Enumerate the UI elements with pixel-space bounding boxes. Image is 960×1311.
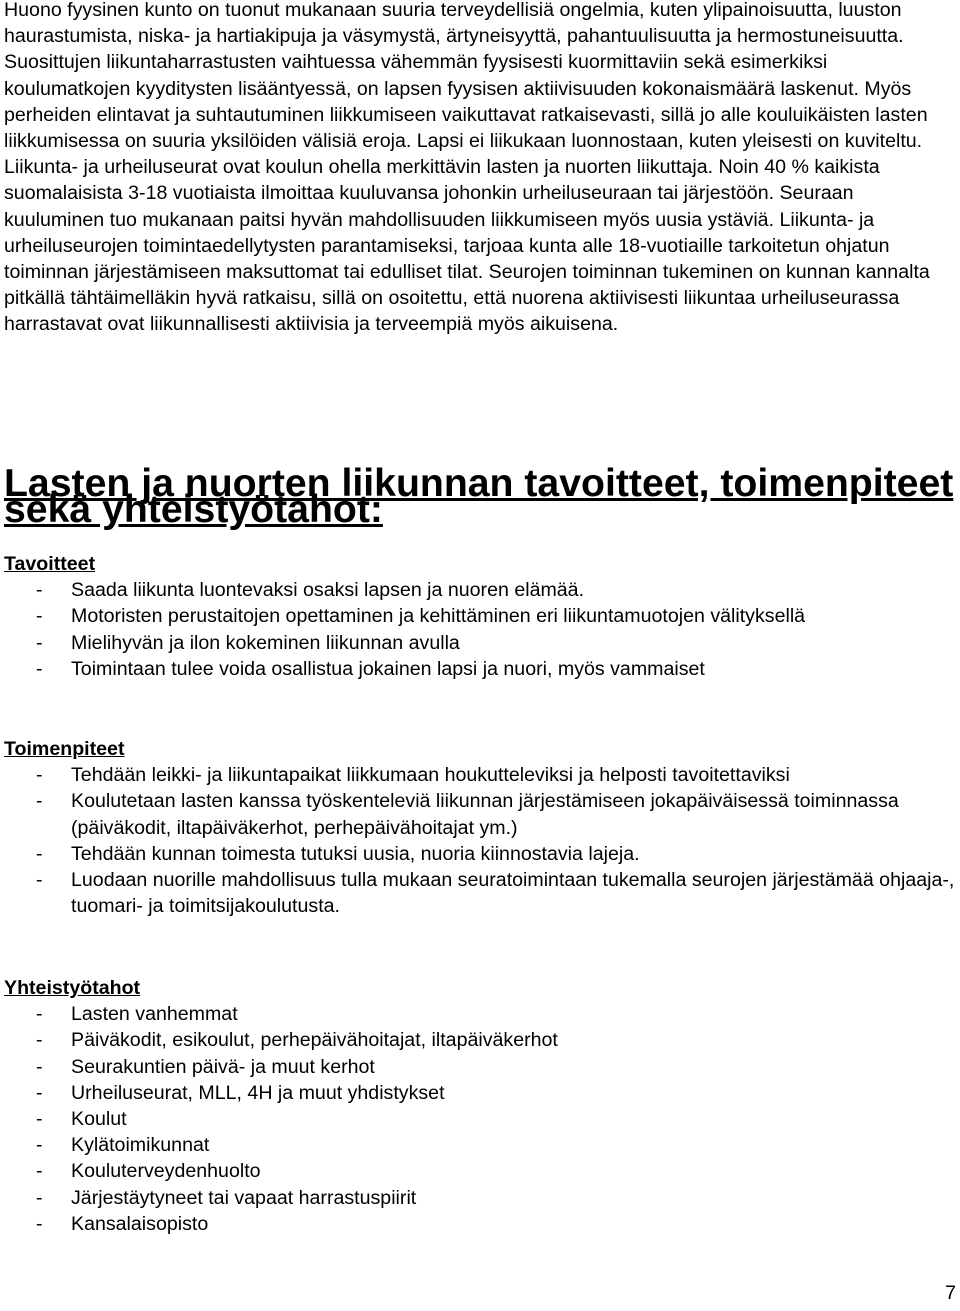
dash-bullet: - <box>36 764 43 787</box>
dash-bullet: - <box>36 1160 43 1183</box>
dash-bullet: - <box>36 869 43 892</box>
list-item-text: Kouluterveydenhuolto <box>71 1160 261 1183</box>
yhteistyotahot-list <box>4 1001 558 1237</box>
list-item-text: Tehdään kunnan toimesta tutuksi uusia, nuoria kiinnostavia lajeja. <box>71 842 640 865</box>
list-item-text: Tehdään leikki- ja liikuntapaikat liikkumaan houkutteleviksi ja helposti tavoitettaviksi <box>71 764 790 787</box>
list-item <box>4 1211 558 1237</box>
list-item <box>4 841 959 867</box>
list-item <box>4 656 805 682</box>
section-tavoitteet <box>4 551 805 682</box>
section-title-toimenpiteet: Toimenpiteet <box>4 738 125 760</box>
list-item <box>4 1080 558 1106</box>
list-item <box>4 1054 558 1080</box>
main-heading: Lasten ja nuorten liikunnan tavoitteet, toimenpiteet sekä yhteistyötahot: <box>4 462 954 532</box>
list-item <box>4 1106 558 1132</box>
dash-bullet: - <box>36 1055 43 1078</box>
list-item-text: Kansalaisopisto <box>71 1212 209 1235</box>
list-item-text: Motoristen perustaitojen opettaminen ja kehittäminen eri liikuntamuotojen välityksellä <box>71 605 806 628</box>
intro-text <box>4 0 959 338</box>
list-item <box>4 577 805 603</box>
dash-bullet: - <box>36 605 43 628</box>
section-yhteistyotahot <box>4 975 558 1237</box>
list-item-text: Järjestäytyneet tai vapaat harrastuspiirit <box>71 1186 417 1209</box>
list-item-text: Koulutetaan lasten kanssa työskenteleviä liikunnan järjestämiseen jokapäiväisessä toiminnassa (päiväkodit, iltapäiväkerhot, perhepäivähoitajat ym.) <box>71 790 899 839</box>
list-item <box>4 603 805 629</box>
dash-bullet: - <box>36 842 43 865</box>
list-item-text: Päiväkodit, esikoulut, perhepäivähoitajat, iltapäiväkerhot <box>71 1029 558 1052</box>
list-item <box>4 788 959 840</box>
dash-bullet: - <box>36 790 43 813</box>
list-item-text: Mielihyvän ja ilon kokeminen liikunnan avulla <box>71 631 460 654</box>
list-item <box>4 1001 558 1027</box>
list-item-text: Luodaan nuorille mahdollisuus tulla mukaan seuratoimintaan tukemalla seurojen järjestämää ohjaaja-, tuomari- ja toimitsijakoulutusta. <box>71 869 955 918</box>
intro-paragraph-2: Liikunta- ja urheiluseurat ovat koulun ohella merkittävin lasten ja nuorten liikuttaja. Noin 40 % kaikista suomalaisista 3-18 vuotiaista ilmoittaa kuuluvansa johonkin urheiluseuraan tai järjestöön. Seuraan kuuluminen tuo mukanaan paitsi hyvän mahdollisuuden liikkumiseen myös uusia ystäviä. Liikunta- ja urheiluseurojen toimintaedellytysten parantamiseksi, tarjoaa kunta alle 18-vuotiaille tarkoitetun ohjatun toiminnan järjestämiseen maksuttomat tai edulliset tilat. Seurojen toiminnan tukeminen on kunnan kannalta pitkällä tähtäimelläkin hyvä ratkaisu, sillä on osoitettu, että nuorena aktiivisesti liikuntaa urheiluseurassa harrastavat ovat liikunnallisesti aktiivisia ja terveempiä myös aikuisena. <box>4 156 930 336</box>
section-title-yhteistyotahot: Yhteistyötahot <box>4 977 141 999</box>
page-number: 7 <box>945 1282 956 1304</box>
toimenpiteet-list <box>4 762 959 919</box>
dash-bullet: - <box>36 1108 43 1131</box>
list-item <box>4 1185 558 1211</box>
intro-paragraph-1: Huono fyysinen kunto on tuonut mukanaan suuria terveydellisiä ongelmia, kuten ylipainoisuutta, luuston haurastumista, niska- ja hartiakipuja ja väsymystä, ärtyneisyyttä, pahantuulisuutta ja hermostuneisuutta. Suosittujen liikuntaharrastusten vaihtuessa vähemmän fyysisesti kuormittaviin sekä esimerkiksi koulumatkojen kyyditysten lisääntyessä, on lapsen fyysisen aktiivisuuden kokonaismäärä laskenut. Myös perheiden elintavat ja suhtautuminen liikkumiseen vaikuttavat ratkaisevasti, sillä jo alle kouluikäisten lasten liikkumisessa on suuria yksilöiden välisiä eroja. Lapsi ei liikukaan luonnostaan, kuten yleisesti on kuviteltu. <box>4 0 928 153</box>
dash-bullet: - <box>36 1029 43 1052</box>
dash-bullet: - <box>36 579 43 602</box>
list-item-text: Toimintaan tulee voida osallistua jokainen lapsi ja nuori, myös vammaiset <box>71 657 705 680</box>
section-toimenpiteet <box>4 736 959 919</box>
dash-bullet: - <box>36 1212 43 1235</box>
document-page <box>4 0 959 1235</box>
list-item-text: Seurakuntien päivä- ja muut kerhot <box>71 1055 375 1078</box>
list-item-text: Urheiluseurat, MLL, 4H ja muut yhdistykset <box>71 1081 445 1104</box>
tavoitteet-list <box>4 577 805 682</box>
list-item <box>4 1027 558 1053</box>
list-item <box>4 630 805 656</box>
dash-bullet: - <box>36 1081 43 1104</box>
list-item <box>4 1158 558 1184</box>
dash-bullet: - <box>36 1003 43 1026</box>
list-item-text: Saada liikunta luontevaksi osaksi lapsen ja nuoren elämää. <box>71 579 585 602</box>
list-item <box>4 762 959 788</box>
dash-bullet: - <box>36 1134 43 1157</box>
list-item <box>4 1132 558 1158</box>
dash-bullet: - <box>36 657 43 680</box>
list-item-text: Kylätoimikunnat <box>71 1134 210 1157</box>
dash-bullet: - <box>36 1186 43 1209</box>
list-item-text: Lasten vanhemmat <box>71 1003 238 1026</box>
list-item-text: Koulut <box>71 1108 127 1131</box>
list-item <box>4 867 959 919</box>
dash-bullet: - <box>36 631 43 654</box>
section-title-tavoitteet: Tavoitteet <box>4 553 96 575</box>
